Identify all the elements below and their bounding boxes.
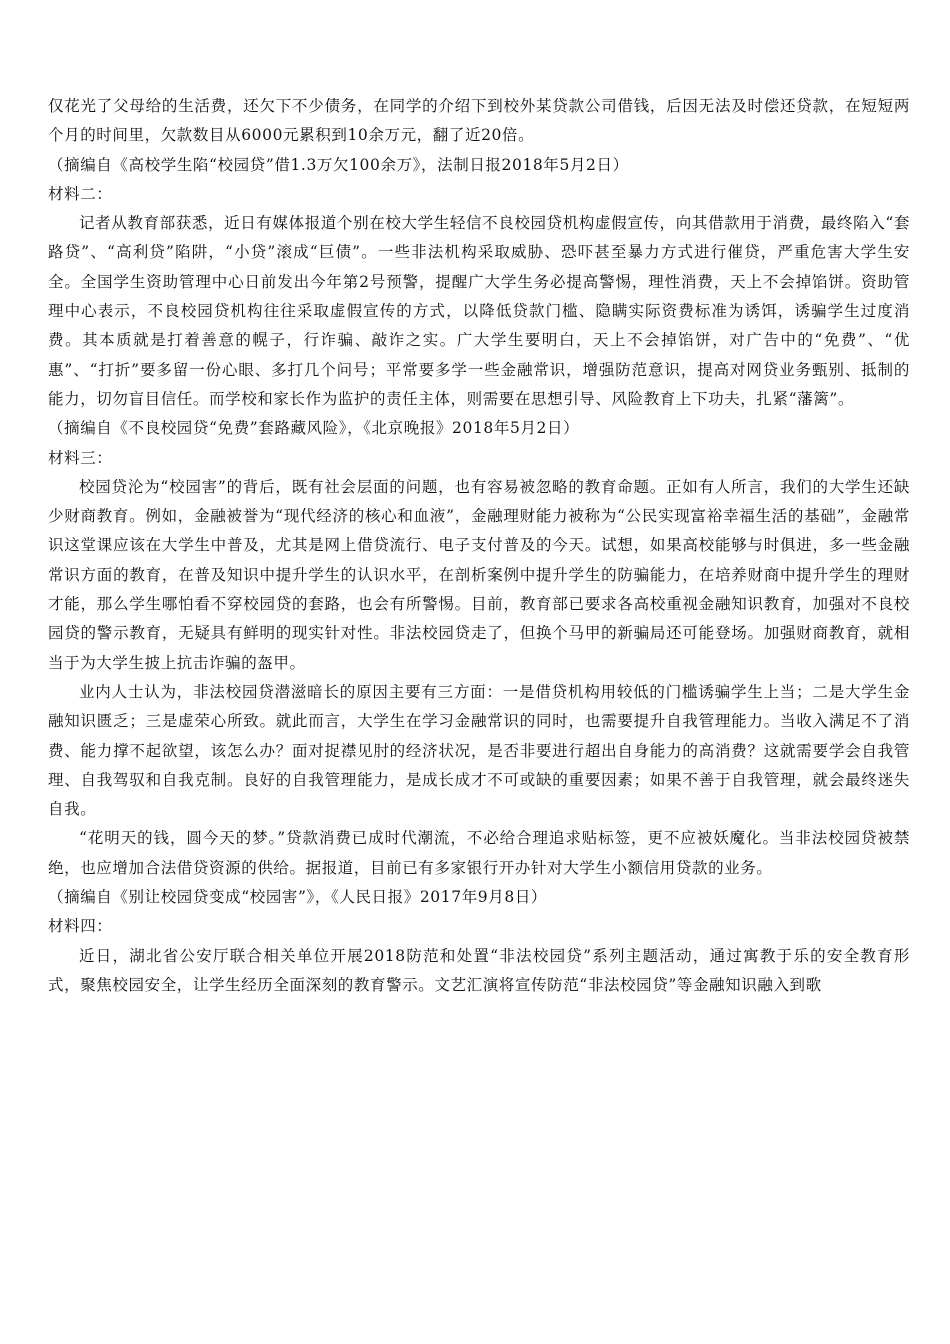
paragraph-continuation: 仅花光了父母给的生活费，还欠下不少债务，在同学的介绍下到校外某贷款公司借钱，后因无法及时偿还贷款，在短短两个月的时间里，欠款数目从6000元累积到10余万元，翻了近20倍。	[48, 97, 910, 145]
material-heading-2: 材料二：	[48, 184, 113, 203]
material-2-paragraph: 记者从教育部获悉，近日有媒体报道个别在校大学生轻信不良校园贷机构虚假宣传，向其借款用于消费，最终陷入“套路贷”、“高利贷”陷阱，“小贷”滚成“巨债”。一些非法机构采取威胁、恐吓甚至暴力方式进行催贷，严重危害大学生安全。全国学生资助管理中心日前发出今年第2号预警，提醒广大学生务必提高警惕，理性消费，天上不会掉馅饼。资助管理中心表示，不良校园贷机构往往采取虚假宣传的方式，以降低贷款门槛、隐瞒实际资费标准为诱饵，诱骗学生过度消费。其本质就是打着善意的幌子，行诈骗、敲诈之实。广大学生要明白，天上不会掉馅饼，对广告中的“免费”、“优惠”、“打折”要多留一份心眼、多打几个问号；平常要多学一些金融常识，增强防范意识，提高对网贷业务甄别、抵制的能力，切勿盲目信任。而学校和家长作为监护的责任主体，则需要在思想引导、风险教育上下功夫，扎紧“藩篱”。	[48, 214, 910, 408]
material-3-paragraph-1: 校园贷沦为“校园害”的背后，既有社会层面的问题，也有容易被忽略的教育命题。正如有人所言，我们的大学生还缺少财商教育。例如，金融被誉为“现代经济的核心和血液”，金融理财能力被称为“公民实现富裕幸福生活的基础”，金融常识这堂课应该在大学生中普及，尤其是网上借贷流行、电子支付普及的今天。试想，如果高校能够与时俱进，多一些金融常识方面的教育，在普及知识中提升学生的认识水平，在剖析案例中提升学生的防骗能力，在培养财商中提升学生的理财才能，那么学生哪怕看不穿校园贷的套路，也会有所警惕。目前，教育部已要求各高校重视金融知识教育，加强对不良校园贷的警示教育，无疑具有鲜明的现实针对性。非法校园贷走了，但换个马甲的新骗局还可能登场。加强财商教育，就相当于为大学生披上抗击诈骗的盔甲。	[48, 477, 910, 672]
material-heading-3: 材料三：	[48, 448, 113, 467]
source-citation-1: （摘编自《高校学生陷“校园贷”借1.3万欠100余万》，法制日报2018年5月2日）	[48, 155, 629, 174]
material-3-paragraph-2: 业内人士认为，非法校园贷潜滋暗长的原因主要有三方面：一是借贷机构用较低的门槛诱骗学生上当；二是大学生金融知识匮乏；三是虚荣心所致。就此而言，大学生在学习金融常识的同时，也需要提升自我管理能力。当收入满足不了消费、能力撑不起欲望，该怎么办？面对捉襟见肘的经济状况，是否非要进行超出自身能力的高消费？这就需要学会自我管理、自我驾驭和自我克制。良好的自我管理能力，是成长成才不可或缺的重要因素；如果不善于自我管理，就会最终迷失自我。	[48, 682, 910, 819]
source-citation-2: （摘编自《不良校园贷“免费”套路藏风险》，《北京晚报》2018年5月2日）	[48, 419, 580, 438]
source-citation-3: （摘编自《别让校园贷变成“校园害”》，《人民日报》2017年9月8日）	[48, 888, 548, 907]
material-3-paragraph-3: “花明天的钱，圆今天的梦。”贷款消费已成时代潮流，不必给合理追求贴标签，更不应被妖魔化。当非法校园贷被禁绝，也应增加合法借贷资源的供给。据报道，目前已有多家银行开办针对大学生小额信用贷款的业务。	[48, 829, 910, 877]
material-heading-4: 材料四：	[48, 917, 113, 936]
material-4-paragraph: 近日，湖北省公安厅联合相关单位开展2018防范和处置“非法校园贷”系列主题活动，通过寓教于乐的安全教育形式，聚焦校园安全，让学生经历全面深刻的教育警示。文艺汇演将宣传防范“非法校园贷”等金融知识融入到歌	[48, 946, 910, 994]
